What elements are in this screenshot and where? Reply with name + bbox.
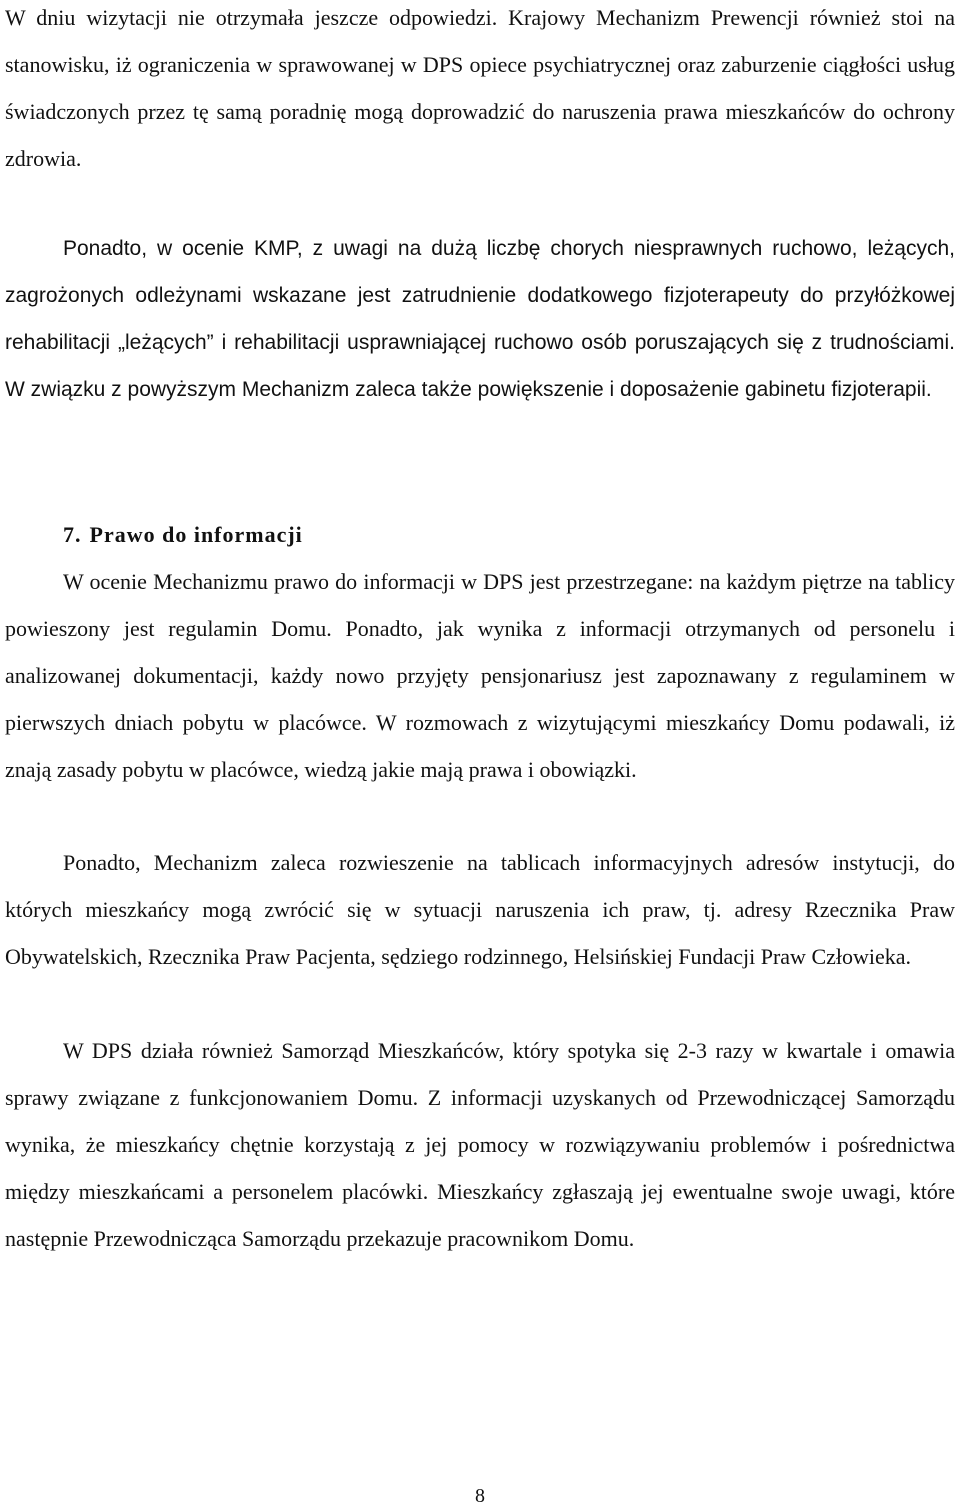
paragraph-right-to-information: W ocenie Mechanizmu prawo do informacji w DPS jest przestrzegane: na każdym piętrze na tablicy powieszony jest regulamin Domu. Ponadto, jak wynika z informacji otrzymanych od personelu i analizowanej dokumentacji, każdy nowo przyjęty pensjonariusz jest zapoznawany z regulaminem w pierwszych dniach pobytu w placówce. W rozmowach z wizytującymi mieszkańcy Domu podawali, iż znają zasady pobytu w placówce, wiedzą jakie mają prawa i obowiązki. <box>5 569 955 782</box>
section-heading <box>63 511 303 558</box>
section-number: 7. <box>63 522 82 547</box>
paragraph-notice-boards: Ponadto, Mechanizm zaleca rozwieszenie na tablicach informacyjnych adresów instytucji, do których mieszkańcy mogą zwrócić się w sytuacji naruszenia ich praw, tj. adresy Rzecznika Praw Obywatelskich, Rzecznika Praw Pacjenta, sędziego rodzinnego, Helsińskiej Fundacji Praw Człowieka. <box>5 850 955 969</box>
paragraph-physiotherapy: Ponadto, w ocenie KMP, z uwagi na dużą liczbę chorych niesprawnych ruchowo, leżących, zagrożonych odleżynami wskazane jest zatrudnienie dodatkowego fizjoterapeuty do przyłóżkowej rehabilitacji „leżących” i rehabilitacji usprawniającej ruchowo osób poruszających się z trudnościami. W związku z powyższym Mechanizm zaleca także powiększenie i doposażenie gabinetu fizjoterapii. <box>5 237 955 401</box>
page-number: 8 <box>475 1485 485 1507</box>
paragraph-kmp-opinion: W dniu wizytacji nie otrzymała jeszcze odpowiedzi. Krajowy Mechanizm Prewencji również stoi na stanowisku, iż ograniczenia w sprawowanej w DPS opiece psychiatrycznej oraz zaburzenie ciągłości usług świadczonych przez tę samą poradnię mogą doprowadzić do naruszenia prawa mieszkańców do ochrony zdrowia. <box>5 5 955 171</box>
paragraph-residents-council: W DPS działa również Samorząd Mieszkańców, który spotyka się 2-3 razy w kwartale i omawia sprawy związane z funkcjonowaniem Domu. Z informacji uzyskanych od Przewodniczącej Samorządu wynika, że mieszkańcy chętnie korzystają z jej pomocy w rozwiązywaniu problemów i pośrednictwa między mieszkańcami a personelem placówki. Mieszkańcy zgłaszają jej ewentualne swoje uwagi, które następnie Przewodnicząca Samorządu przekazuje pracownikom Domu. <box>5 1038 955 1251</box>
section-title: Prawo do informacji <box>89 522 303 547</box>
